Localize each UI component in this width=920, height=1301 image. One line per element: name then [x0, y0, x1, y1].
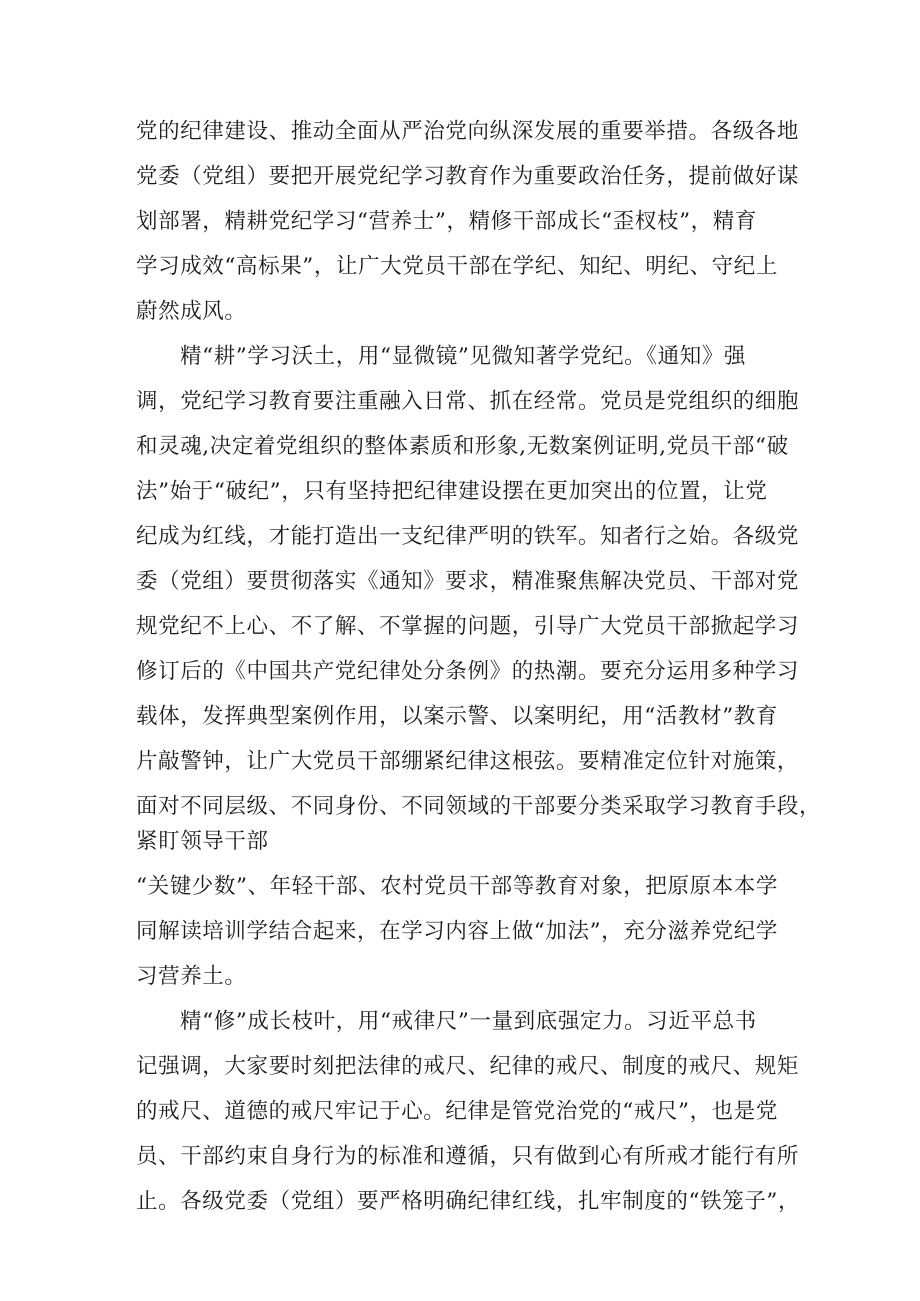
paragraph-2-first-line: 精“耕”学习沃土，用“显微镜”见微知著学党纪。《通知》强	[180, 344, 747, 369]
text-line-10: 纪成为红线，才能打造出一支纪律严明的铁军。知者行之始。各级党	[136, 524, 800, 549]
text-line-25: 止。各级党委（党组）要严格明确纪律红线，扎牢制度的“铁笼子”，	[136, 1189, 801, 1214]
text-line-17: 紧盯领导干部	[136, 829, 269, 854]
text-line-11: 委（党组）要贯彻落实《通知》要求，精准聚焦解决党员、干部对党	[136, 569, 800, 594]
paragraph-3-first-line: 精“修”成长枝叶，用“戒律尺”一量到底强定力。习近平总书	[180, 1009, 757, 1034]
text-line-24: 员、干部约束自身行为的标准和遵循，只有做到心有所戒才能行有所	[136, 1144, 800, 1169]
text-line-8: 和灵魂,决定着党组织的整体素质和形象,无数案例证明,党员干部“破	[136, 434, 789, 459]
text-line-14: 载体，发挥典型案例作用，以案示警、以案明纪，用“活教材”教育	[136, 704, 778, 729]
text-line-4: 学习成效“高标果”，让广大党员干部在学纪、知纪、明纪、守纪上	[136, 254, 778, 279]
text-line-5: 蔚然成风。	[136, 299, 247, 324]
text-line-12: 规党纪不上心、不了解、不掌握的问题，引导广大党员干部掀起学习	[136, 614, 800, 639]
text-line-18: “关键少数”、年轻干部、农村党员干部等教育对象，把原原本本学	[136, 874, 778, 899]
text-line-1: 党的纪律建设、推动全面从严治党向纵深发展的重要举措。各级各地	[136, 119, 800, 144]
text-line-20: 习营养土。	[136, 964, 247, 989]
text-line-9: 法”始于“破纪”，只有坚持把纪律建设摆在更加突出的位置，让党	[136, 479, 768, 504]
text-line-22: 记强调，大家要时刻把法律的戒尺、纪律的戒尺、制度的戒尺、规矩	[136, 1054, 800, 1079]
text-line-13: 修订后的《中国共产党纪律处分条例》的热潮。要充分运用多种学习	[136, 659, 800, 684]
text-line-15: 片敲警钟，让广大党员干部绷紧纪律这根弦。要精准定位针对施策，	[136, 749, 800, 774]
text-line-2: 党委（党组）要把开展党纪学习教育作为重要政治任务，提前做好谋	[136, 164, 800, 189]
text-line-23: 的戒尺、道德的戒尺牢记于心。纪律是管党治党的“戒尺”，也是党	[136, 1099, 778, 1124]
text-line-19: 同解读培训学结合起来，在学习内容上做“加法”，充分滋养党纪学	[136, 919, 778, 944]
text-line-7: 调，党纪学习教育要注重融入日常、抓在经常。党员是党组织的细胞	[136, 389, 800, 414]
text-line-3: 划部署，精耕党纪学习“营养士”，精修干部成长“歪杈枝”，精育	[136, 209, 757, 234]
text-line-16: 面对不同层级、不同身份、不同领域的干部要分类采取学习教育手段，	[136, 794, 822, 819]
